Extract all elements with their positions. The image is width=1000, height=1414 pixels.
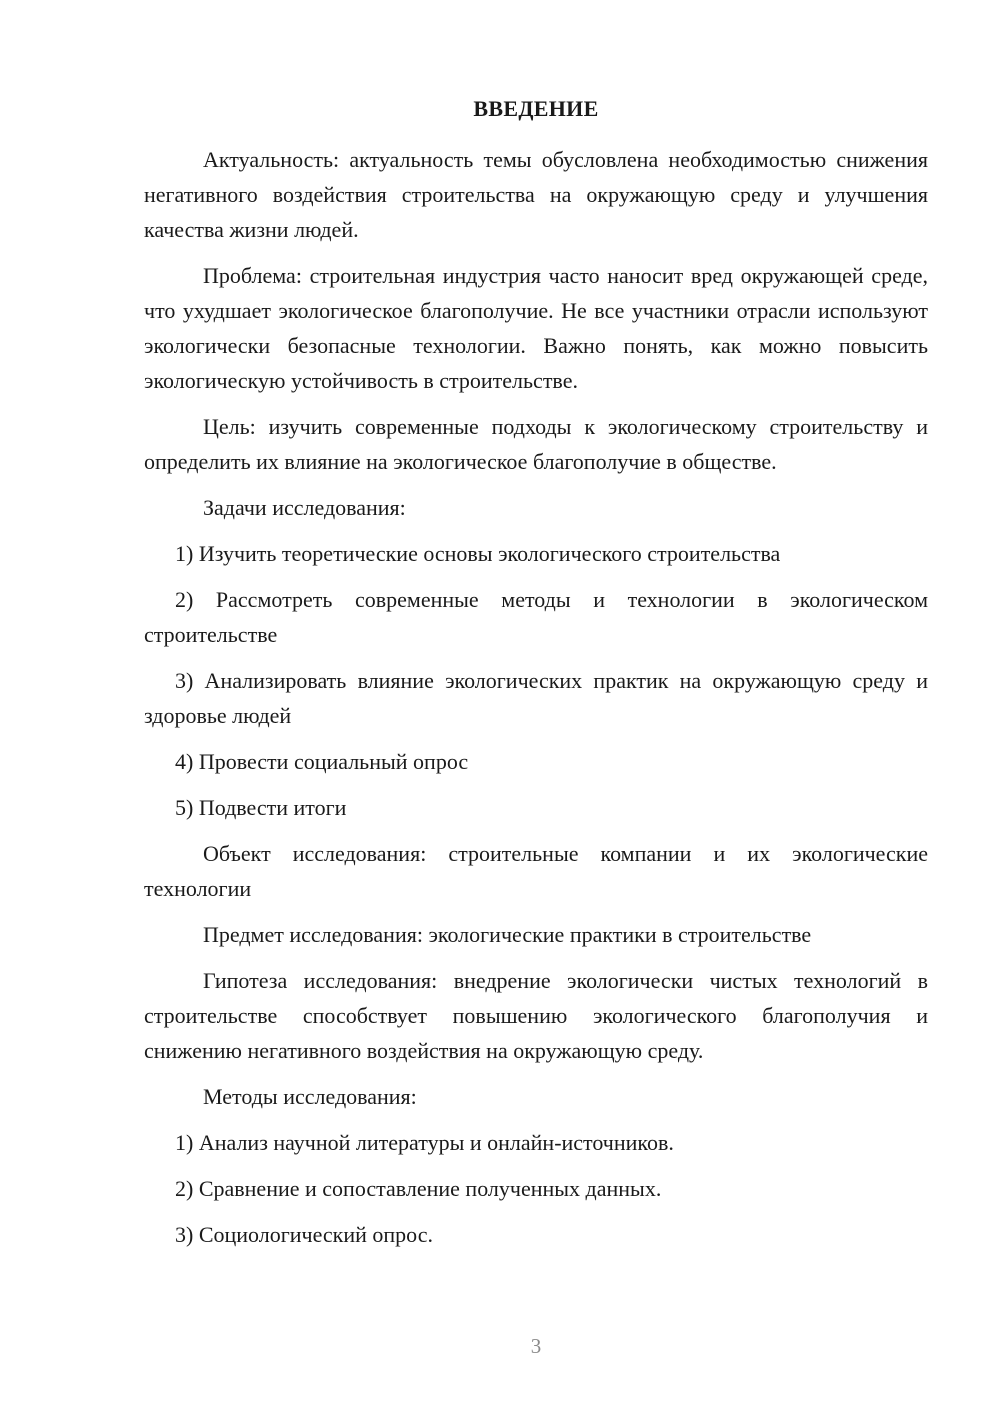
tasks-heading: Задачи исследования: [203, 495, 406, 520]
task-item: 4) Провести социальный опрос [175, 749, 469, 774]
paragraph-subject: Предмет исследования: экологические практики в строительстве [203, 922, 812, 947]
document-page [144, 92, 928, 1263]
paragraph-problem: Проблема: строительная индустрия часто наносит вред окружающей среде, что ухудшает экологическое благополучие. Не все участники отрасли используют экологически безопасные технологии. Важно понять, как можно повысить экологическую устойчивость в строительстве. [144, 263, 928, 393]
task-item: 3) Анализировать влияние экологических практик на окружающую среду и здоровье людей [144, 668, 928, 728]
paragraph-hypothesis: Гипотеза исследования: внедрение экологически чистых технологий в строительстве способствует повышению экологического благополучия и снижению негативного воздействия на окружающую среду. [144, 968, 928, 1063]
methods-heading: Методы исследования: [203, 1084, 417, 1109]
method-item: 1) Анализ научной литературы и онлайн-источников. [175, 1130, 674, 1155]
method-item: 3) Социологический опрос. [175, 1222, 433, 1247]
page-number: 3 [530, 1334, 542, 1358]
task-item: 2) Рассмотреть современные методы и технологии в экологическом строительстве [144, 587, 928, 647]
method-item: 2) Сравнение и сопоставление полученных данных. [175, 1176, 662, 1201]
paragraph-relevance: Актуальность: актуальность темы обусловлена необходимостью снижения негативного воздействия строительства на окружающую среду и улучшения качества жизни людей. [144, 147, 928, 242]
paragraph-goal: Цель: изучить современные подходы к экологическому строительству и определить их влияние на экологическое благополучие в обществе. [144, 414, 928, 474]
task-item: 5) Подвести итоги [175, 795, 347, 820]
page-title: ВВЕДЕНИЕ [473, 96, 599, 121]
paragraph-object: Объект исследования: строительные компании и их экологические технологии [144, 841, 928, 901]
task-item: 1) Изучить теоретические основы экологического строительства [175, 541, 781, 566]
